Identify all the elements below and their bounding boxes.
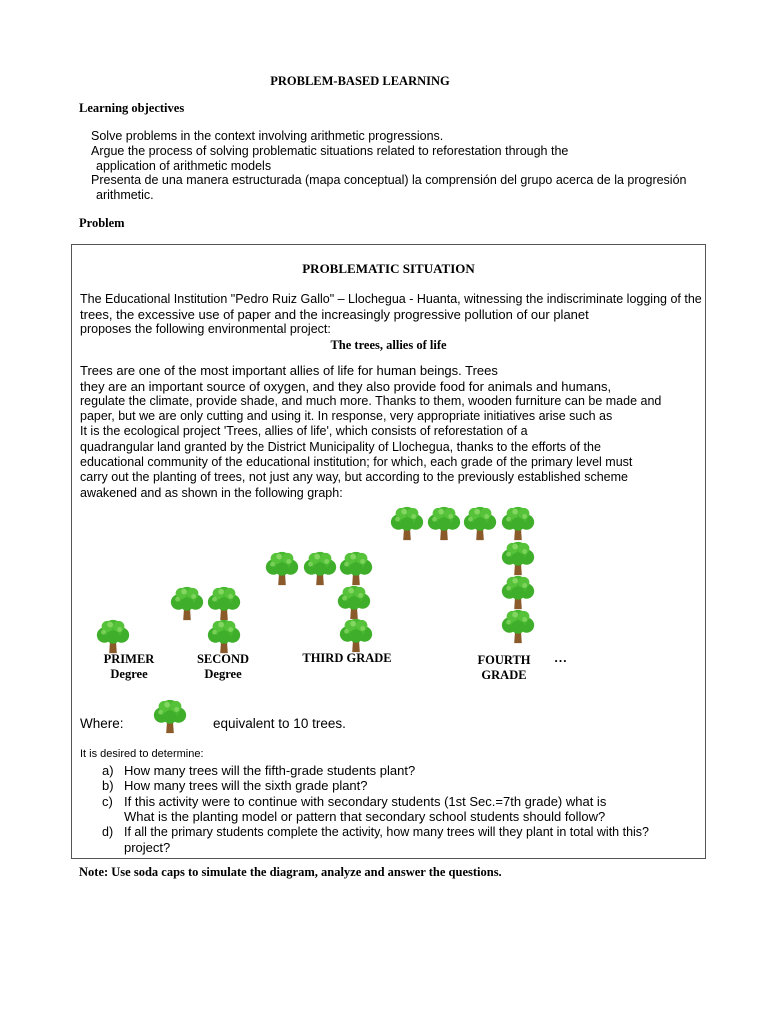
grade-label-line: Degree bbox=[204, 667, 242, 681]
intro-line: trees, the excessive use of paper and the increasingly progressive pollution of our planet bbox=[80, 307, 589, 322]
body-line: educational community of the educational institution; for which, each grade of the primary level must bbox=[80, 455, 633, 469]
question-label: b) bbox=[102, 778, 114, 793]
tree-icon bbox=[337, 550, 375, 588]
question-text: If this activity were to continue with secondary students (1st Sec.=7th grade) what is bbox=[124, 794, 607, 809]
objective-text-continued: arithmetic. bbox=[96, 188, 154, 202]
determine-intro: It is desired to determine: bbox=[80, 748, 204, 760]
objective-text: Argue the process of solving problematic situations related to reforestation through the bbox=[91, 144, 569, 158]
objective-text: Solve problems in the context involving arithmetic progressions. bbox=[91, 129, 444, 143]
tree-icon bbox=[388, 505, 426, 543]
ellipsis: … bbox=[554, 650, 567, 665]
tree-icon bbox=[499, 505, 537, 543]
grade-label-line: Degree bbox=[110, 667, 148, 681]
tree-icon bbox=[425, 505, 463, 543]
tree-icon bbox=[499, 574, 537, 612]
tree-icon bbox=[499, 540, 537, 578]
body-line: carry out the planting of trees, not just any way, but according to the previously established scheme bbox=[80, 470, 628, 484]
tree-icon bbox=[263, 550, 301, 588]
question-text-continued: project? bbox=[124, 840, 171, 855]
footer-note: Note: Use soda caps to simulate the diagram, analyze and answer the questions. bbox=[79, 865, 502, 879]
box-title: PROBLEMATIC SITUATION bbox=[302, 261, 475, 276]
question-text: How many trees will the fifth-grade students plant? bbox=[124, 763, 416, 778]
body-line: It is the ecological project 'Trees, allies of life', which consists of reforestation of a bbox=[80, 424, 528, 438]
objective-item bbox=[79, 144, 705, 174]
tree-icon bbox=[499, 608, 537, 646]
tree-icon bbox=[168, 585, 206, 623]
objectives-heading: Learning objectives bbox=[79, 101, 185, 115]
question-text: If all the primary students complete the activity, how many trees will they plant in total with this? bbox=[124, 825, 649, 839]
question-label: d) bbox=[102, 825, 114, 839]
tree-icon bbox=[151, 697, 189, 737]
grade-label-fourth bbox=[468, 653, 540, 683]
intro-line: The Educational Institution "Pedro Ruiz Gallo" – Llochegua - Huanta, witnessing the indiscriminate logging of the bbox=[80, 292, 702, 306]
question-d bbox=[102, 825, 727, 855]
grade-label-third bbox=[297, 651, 397, 666]
tree-diagram bbox=[72, 500, 705, 690]
equivalence-text: equivalent to 10 trees. bbox=[213, 716, 346, 731]
body-line: awakened and as shown in the following graph: bbox=[80, 486, 343, 500]
grade-label-line: PRIMER bbox=[103, 652, 155, 666]
body-line: Trees are one of the most important allies of life for human beings. Trees bbox=[80, 363, 498, 378]
tree-icon bbox=[461, 505, 499, 543]
question-text-continued: What is the planting model or pattern that secondary school students should follow? bbox=[124, 809, 606, 824]
question-c bbox=[102, 794, 727, 824]
problem-box bbox=[71, 244, 706, 859]
question-a bbox=[102, 763, 727, 778]
intro-line: proposes the following environmental project: bbox=[80, 322, 331, 336]
objective-item bbox=[79, 129, 705, 144]
question-label: c) bbox=[102, 794, 113, 809]
body-line: paper, but we are only cutting and using it. In response, very appropriate initiatives arise such as bbox=[80, 409, 613, 423]
body-line: regulate the climate, provide shade, and much more. Thanks to them, wooden furniture can be made and bbox=[80, 394, 662, 408]
objective-item bbox=[79, 173, 705, 203]
body-line: quadrangular land granted by the District Municipality of Llochegua, thanks to the efforts of the bbox=[80, 440, 601, 454]
tree-icon bbox=[94, 618, 132, 656]
tree-icon bbox=[301, 550, 339, 588]
tree-icon bbox=[337, 617, 375, 655]
body-line: they are an important source of oxygen, and they also provide food for animals and humans, bbox=[80, 379, 612, 394]
grade-label-line: SECOND bbox=[196, 652, 250, 666]
where-label: Where: bbox=[80, 716, 124, 731]
question-text: How many trees will the sixth grade plant? bbox=[124, 778, 368, 793]
grade-label-line: THIRD GRADE bbox=[302, 651, 392, 665]
project-subtitle: The trees, allies of life bbox=[330, 338, 447, 352]
grade-label-first bbox=[92, 652, 166, 682]
objective-text-continued: application of arithmetic models bbox=[96, 159, 272, 173]
question-label: a) bbox=[102, 763, 114, 778]
page-title: PROBLEM-BASED LEARNING bbox=[270, 74, 450, 88]
grade-label-line: GRADE bbox=[481, 668, 527, 682]
grade-label-second bbox=[187, 652, 259, 682]
question-b bbox=[102, 778, 727, 793]
grade-label-line: FOURTH bbox=[477, 653, 531, 667]
tree-icon bbox=[205, 618, 243, 656]
objective-text: Presenta de una manera estructurada (mapa conceptual) la comprensión del grupo acerca de la progresión bbox=[91, 173, 687, 187]
problem-heading: Problem bbox=[79, 216, 125, 230]
